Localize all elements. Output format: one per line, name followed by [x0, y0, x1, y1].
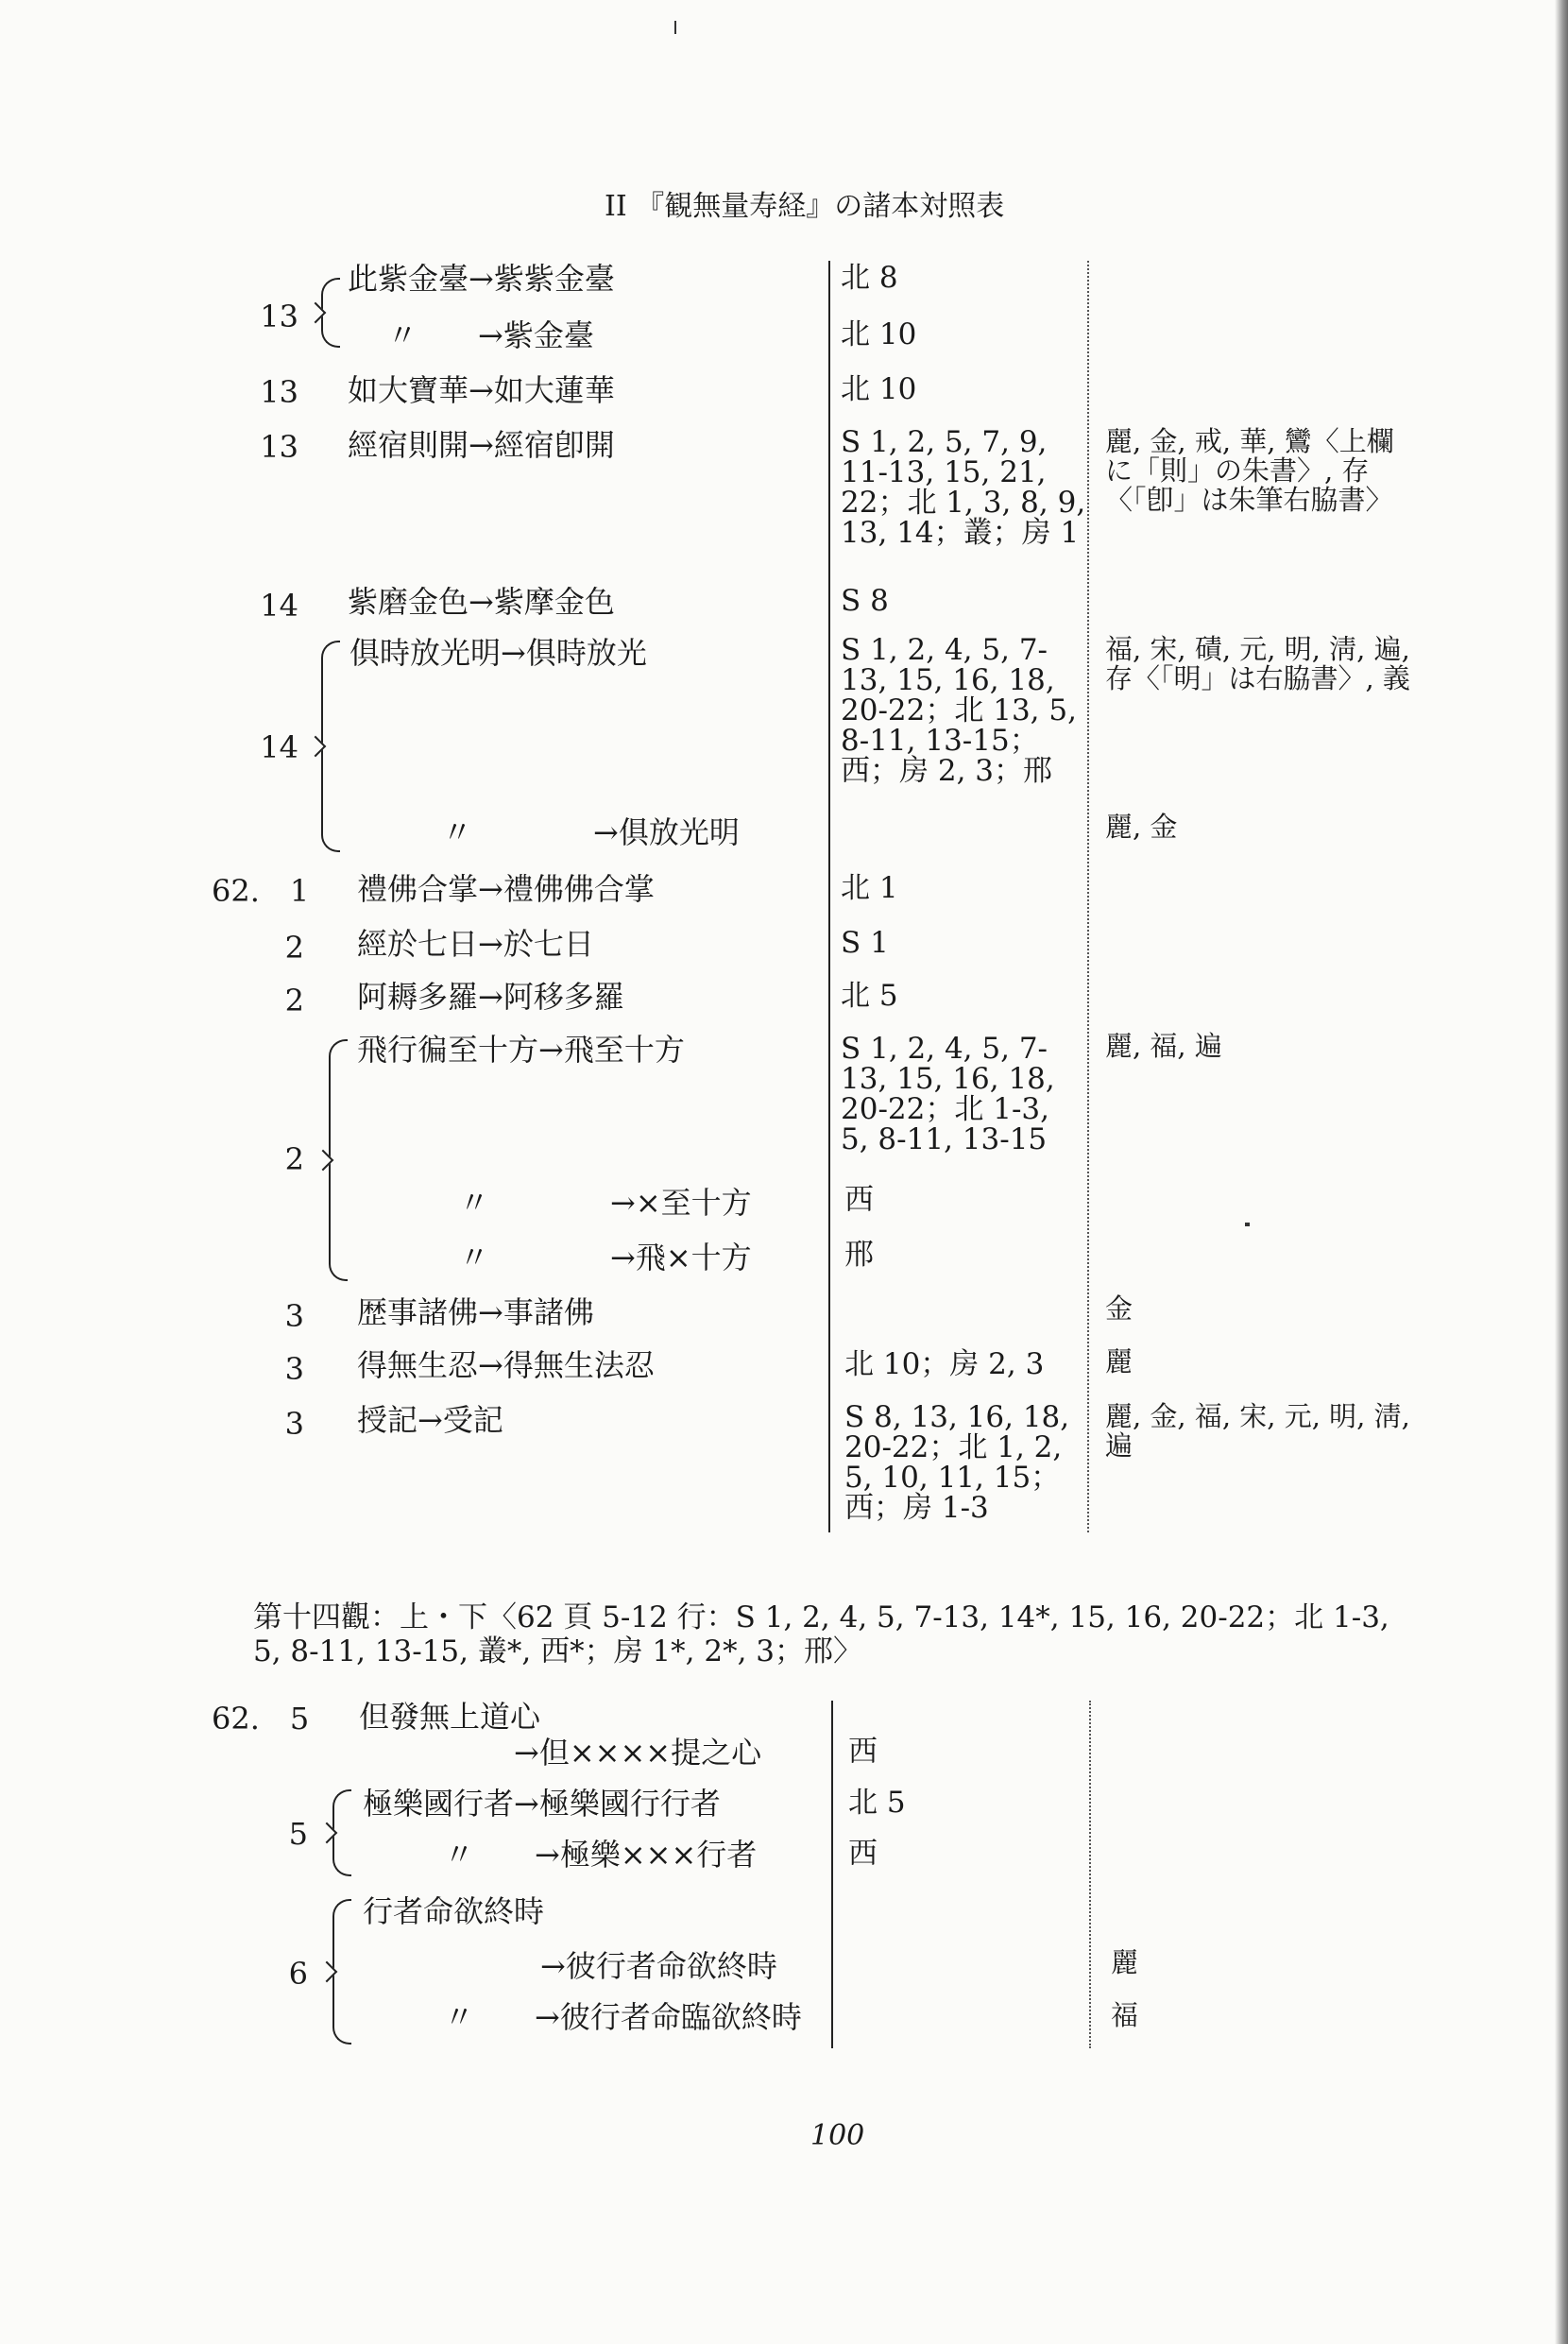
source-list: S 8 [841, 584, 889, 618]
source-list: S 1, 2, 5, 7, 9, 11-13, 15, 21, 22；北 1, 3, 8, 9, 13, 14；叢；房 1 [841, 425, 1086, 550]
variant-reading: 〃 →×至十方 [459, 1185, 752, 1221]
variant-reading: 〃 →極樂×××行者 [444, 1837, 758, 1873]
variant-reading: →彼行者命欲終時 [540, 1948, 777, 1984]
group-brace [332, 1899, 351, 2045]
group-brace [321, 641, 340, 852]
note-text: 麗 [1105, 1345, 1133, 1377]
variant-reading: 禮佛合掌→禮佛佛合掌 [357, 871, 655, 907]
variant-reading: 得無生忍→得無生法忍 [357, 1347, 655, 1383]
variant-reading: 但發無上道心 [359, 1699, 541, 1735]
page-number: 100 [810, 2119, 865, 2152]
source-list: 北 5 [848, 1786, 906, 1820]
column-divider-dotted [1087, 261, 1089, 1532]
source-list: S 1, 2, 4, 5, 7- 13, 15, 16, 18, 20-22；北 13, 5, 8-11, 13-15； 西；房 2, 3；邢 [841, 633, 1077, 788]
note-text: 麗, 金 [1105, 811, 1178, 843]
variant-reading: 此紫金臺→紫紫金臺 [348, 261, 615, 297]
variant-reading: 如大寶華→如大蓮華 [348, 372, 615, 408]
source-list: S 8, 13, 16, 18, 20-22；北 1, 2, 5, 10, 11, 15； 西；房 1-3 [844, 1400, 1070, 1525]
line-number: 62. 5 [212, 1701, 310, 1737]
line-number: 13 [260, 374, 298, 410]
scanned-page-edge [1555, 0, 1568, 2344]
group-brace [321, 278, 340, 348]
source-list: 北 1 [841, 871, 898, 905]
line-number: 2 [284, 1141, 304, 1177]
column-divider [831, 1701, 833, 2048]
line-number: 13 [260, 299, 298, 334]
note-text: 福, 宋, 磧, 元, 明, 淸, 遍, 存〈「明」は右脇書〉, 義 [1105, 633, 1410, 694]
variant-reading: 紫磨金色→紫摩金色 [348, 584, 615, 620]
variant-reading: 〃 →彼行者命臨欲終時 [444, 1999, 802, 2035]
line-number: 62. 1 [212, 873, 310, 909]
line-number: 3 [284, 1298, 304, 1334]
line-number: 13 [260, 429, 298, 465]
variant-reading: 行者命欲終時 [363, 1893, 545, 1929]
variant-reading: 俱時放光明→俱時放光 [349, 635, 647, 671]
source-list: S 1 [841, 926, 889, 960]
variant-reading: 〃 →俱放光明 [442, 814, 740, 850]
page-title: II 『観無量寿経』の諸本対照表 [605, 190, 1005, 223]
variant-reading: 〃 →紫金臺 [387, 317, 594, 353]
variant-reading: 極樂國行者→極樂國行行者 [363, 1786, 721, 1822]
line-number: 6 [288, 1956, 308, 1992]
scan-speck [674, 21, 676, 34]
variant-reading: →但××××提之心 [514, 1735, 762, 1771]
note-text: 麗, 金, 戒, 華, 鸞〈上欄 に「則」の朱書〉, 存 〈「卽」は朱筆右脇書〉 [1105, 425, 1394, 516]
line-number: 14 [260, 729, 298, 765]
line-number: 3 [284, 1351, 304, 1387]
source-list: 北 10；房 2, 3 [844, 1347, 1045, 1381]
line-number: 2 [284, 930, 304, 966]
variant-reading: 經宿則開→經宿卽開 [348, 427, 615, 463]
source-list: 北 5 [841, 979, 898, 1013]
group-brace [332, 1789, 351, 1876]
variant-reading: 飛行徧至十方→飛至十方 [357, 1032, 685, 1068]
line-number: 2 [284, 983, 304, 1018]
variant-reading: 阿耨多羅→阿移多羅 [357, 979, 624, 1015]
scan-speck [1245, 1223, 1250, 1226]
variant-reading: 〃 →飛×十方 [459, 1240, 752, 1275]
source-list: 西 [848, 1735, 878, 1769]
source-list: 北 8 [841, 261, 898, 295]
column-divider-dotted [1089, 1701, 1091, 2048]
variant-reading: 授記→受記 [357, 1402, 503, 1438]
variant-reading: 經於七日→於七日 [357, 926, 594, 962]
source-list: 西 [844, 1183, 874, 1217]
source-list: 北 10 [841, 372, 917, 406]
section-heading: 第十四觀：上・下〈62 頁 5-12 行：S 1, 2, 4, 5, 7-13, 14*, 15, 16, 20-22；北 1-3, 5, 8-11, 13-15, 叢*, 西*；房 1*, 2*, 3；邢〉 [253, 1600, 1389, 1668]
line-number: 3 [284, 1406, 304, 1442]
line-number: 5 [288, 1816, 308, 1852]
variant-reading: 歴事諸佛→事諸佛 [357, 1294, 594, 1330]
source-list: S 1, 2, 4, 5, 7- 13, 15, 16, 18, 20-22；北 1-3, 5, 8-11, 13-15 [841, 1032, 1055, 1156]
line-number: 14 [260, 588, 298, 624]
note-text: 麗, 福, 遍 [1105, 1030, 1222, 1062]
note-text: 麗 [1111, 1946, 1139, 1978]
group-brace [329, 1039, 348, 1281]
note-text: 福 [1111, 1999, 1139, 2031]
source-list: 邢 [844, 1238, 874, 1272]
source-list: 北 10 [841, 317, 917, 351]
note-text: 麗, 金, 福, 宋, 元, 明, 淸, 遍 [1105, 1400, 1410, 1462]
note-text: 金 [1105, 1292, 1133, 1325]
column-divider [828, 261, 830, 1532]
source-list: 西 [848, 1837, 878, 1871]
